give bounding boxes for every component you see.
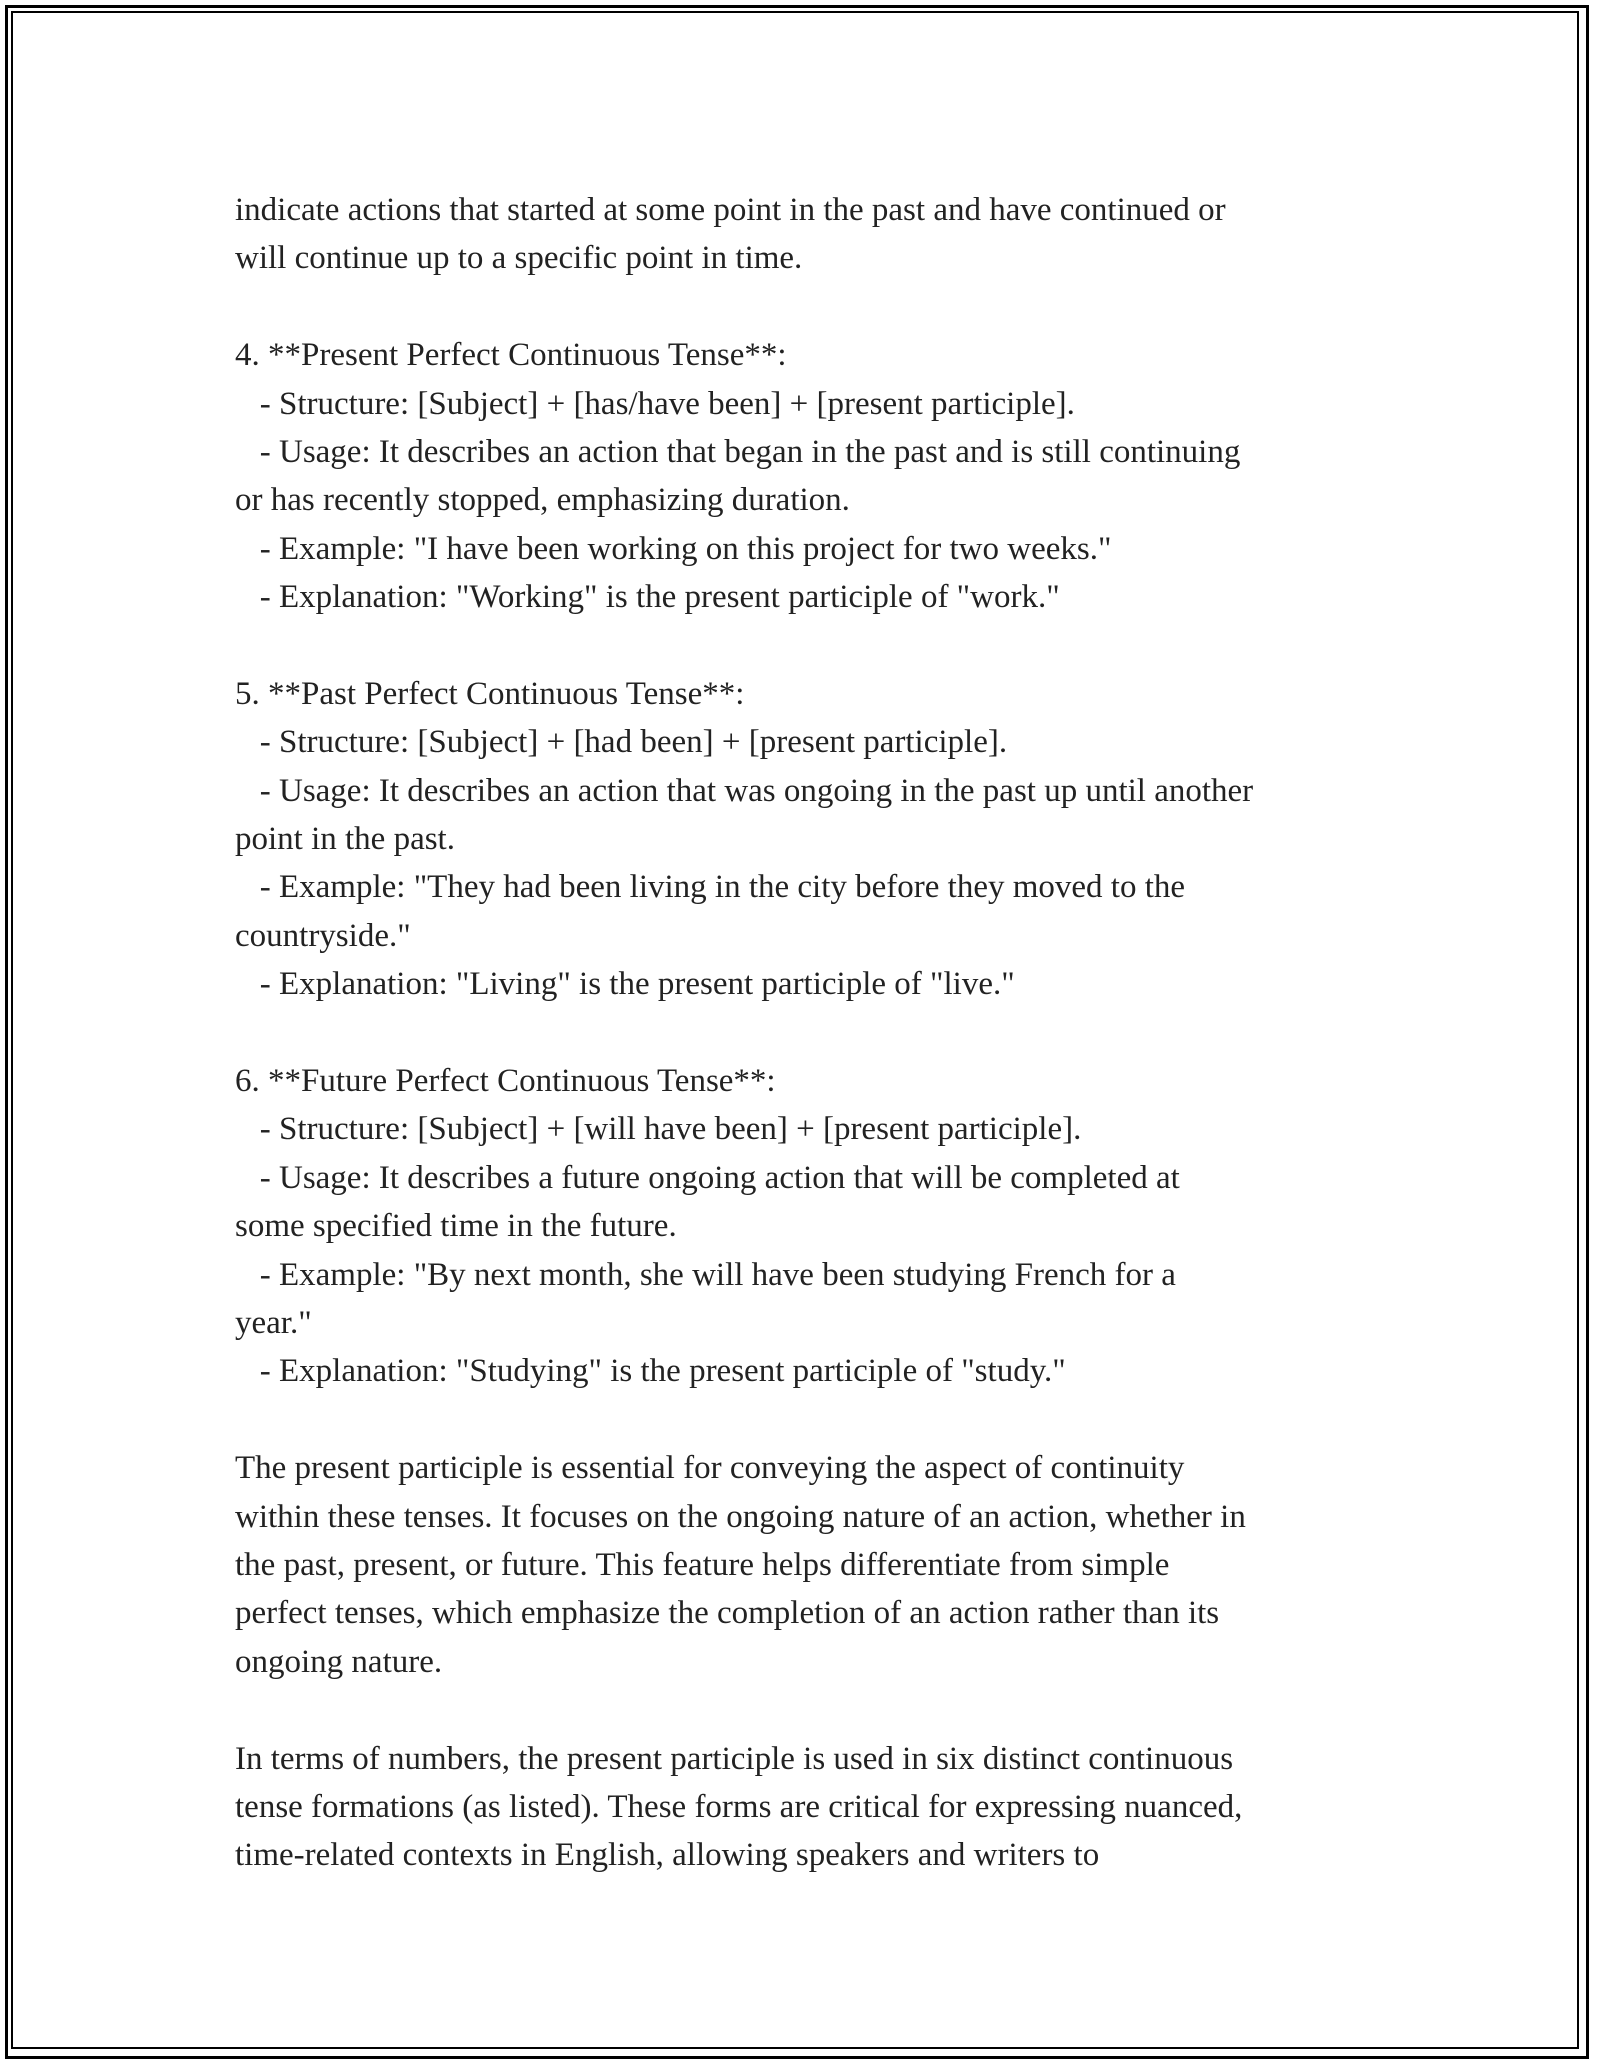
item-heading: 6. **Future Perfect Continuous Tense**: (235, 1063, 776, 1100)
text-line: - Explanation: "Studying" is the present participle of "study." (235, 1353, 1066, 1390)
intro-paragraph (235, 186, 1405, 283)
text-line: In terms of numbers, the present participle is used in six distinct continuous (235, 1740, 1234, 1777)
text-line: or has recently stopped, emphasizing duration. (235, 482, 850, 519)
item-heading: 5. **Past Perfect Continuous Tense**: (235, 675, 745, 712)
paragraph-gap (235, 622, 1405, 670)
text-line: ongoing nature. (235, 1643, 443, 1680)
text-line: - Usage: It describes an action that was ongoing in the past up until another (235, 772, 1254, 809)
text-line: - Usage: It describes a future ongoing action that will be completed at (235, 1159, 1180, 1196)
text-line: point in the past. (235, 821, 455, 858)
text-line: time-related contexts in English, allowing speakers and writers to (235, 1837, 1100, 1874)
tense-item-4 (235, 331, 1405, 621)
text-line: some specified time in the future. (235, 1208, 677, 1245)
text-line: will continue up to a specific point in time. (235, 240, 803, 277)
tense-item-5 (235, 670, 1405, 1009)
paragraph-gap (235, 1009, 1405, 1057)
document-body (235, 186, 1405, 1880)
text-line: countryside." (235, 917, 411, 954)
text-line: - Usage: It describes an action that began in the past and is still continuing (235, 433, 1241, 470)
text-line: - Explanation: "Living" is the present participle of "live." (235, 966, 1015, 1003)
text-line: - Explanation: "Working" is the present participle of "work." (235, 579, 1060, 616)
tense-item-6 (235, 1057, 1405, 1396)
closing-paragraph (235, 1735, 1405, 1880)
paragraph-gap (235, 1686, 1405, 1734)
text-line: within these tenses. It focuses on the ongoing nature of an action, whether in (235, 1498, 1246, 1535)
text-line: - Example: "They had been living in the city before they moved to the (235, 869, 1186, 906)
paragraph-gap (235, 283, 1405, 331)
text-line: - Structure: [Subject] + [has/have been] + [present participle]. (235, 385, 1075, 422)
text-line: The present participle is essential for conveying the aspect of continuity (235, 1450, 1185, 1487)
item-heading: 4. **Present Perfect Continuous Tense**: (235, 337, 787, 374)
summary-paragraph (235, 1444, 1405, 1686)
text-line: perfect tenses, which emphasize the completion of an action rather than its (235, 1595, 1220, 1632)
text-line: - Structure: [Subject] + [will have been] + [present participle]. (235, 1111, 1082, 1148)
text-line: tense formations (as listed). These forms are critical for expressing nuanced, (235, 1788, 1243, 1825)
text-line: indicate actions that started at some point in the past and have continued or (235, 192, 1226, 228)
text-line: the past, present, or future. This feature helps differentiate from simple (235, 1546, 1170, 1583)
text-line: - Example: "I have been working on this project for two weeks." (235, 530, 1112, 567)
text-line: - Example: "By next month, she will have been studying French for a (235, 1256, 1176, 1293)
text-line: year." (235, 1304, 312, 1341)
text-line: - Structure: [Subject] + [had been] + [present participle]. (235, 724, 1008, 761)
paragraph-gap (235, 1396, 1405, 1444)
